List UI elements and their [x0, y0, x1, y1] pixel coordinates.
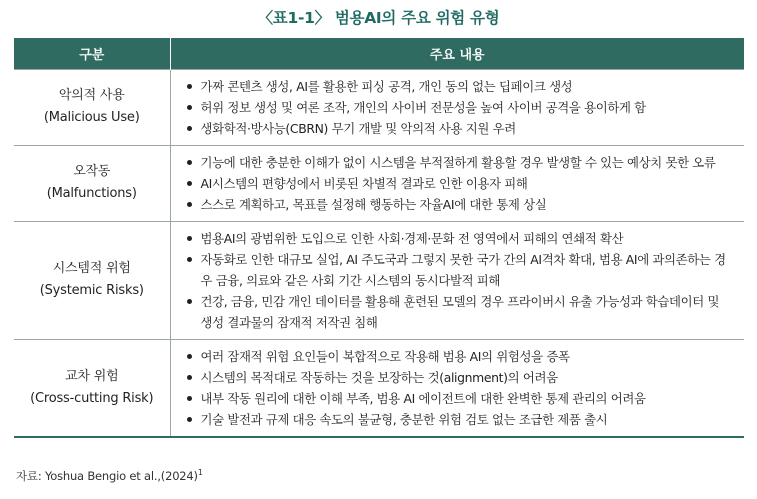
bullet-list [183, 228, 735, 333]
list-item: 범용AI의 광범위한 도입으로 인한 사회·경제·문화 전 영역에서 피해의 연쇄적 확산 [183, 228, 735, 249]
content-cell [170, 145, 744, 221]
category-cell [14, 221, 170, 339]
category-english: (Systemic Risks) [39, 283, 144, 298]
list-item: 가짜 콘텐츠 생성, AI를 활용한 피싱 공격, 개인 동의 없는 딥페이크 생성 [183, 76, 735, 97]
category-cell [14, 145, 170, 221]
content-cell [170, 221, 744, 339]
category-cell [14, 339, 170, 437]
list-item: 기술 발전과 규제 대응 속도의 불균형, 충분한 위험 검토 없는 조급한 제품 출시 [183, 409, 735, 430]
list-item: 건강, 금융, 민감 개인 데이터를 활용해 훈련된 모델의 경우 프라이버시 유출 가능성과 학습데이터 및 생성 결과물의 잠재적 저작권 침해 [183, 291, 735, 333]
table-header-row [14, 38, 744, 69]
list-item: 시스템의 목적대로 작동하는 것을 보장하는 것(alignment)의 어려움 [183, 367, 735, 388]
category-english: (Malfunctions) [46, 186, 137, 201]
content-cell [170, 339, 744, 437]
list-item: 스스로 계획하고, 목표를 설정해 행동하는 자율AI에 대한 통제 상실 [183, 194, 735, 215]
list-item: 생화학적·방사능(CBRN) 무기 개발 및 악의적 사용 지원 우려 [183, 118, 735, 139]
source-text: 자료: Yoshua Bengio et al.,(2024) [16, 469, 198, 483]
list-item: 허위 정보 생성 및 여론 조작, 개인의 사이버 전문성을 높여 사이버 공격을 용이하게 함 [183, 97, 735, 118]
footnote-mark: 1 [197, 468, 203, 478]
header-category: 구분 [14, 38, 170, 69]
risk-types-table [14, 38, 744, 438]
table-row [14, 221, 744, 339]
bullet-list [183, 346, 735, 430]
bullet-list [183, 76, 735, 139]
table-row [14, 69, 744, 145]
category-korean: 시스템적 위험 [52, 261, 131, 276]
category-cell [14, 69, 170, 145]
source-note [16, 468, 203, 484]
list-item: 내부 작동 원리에 대한 이해 부족, 범용 AI 에이전트에 대한 완벽한 통제 관리의 어려움 [183, 388, 735, 409]
bullet-list [183, 152, 735, 215]
list-item: 여러 잠재적 위험 요인들이 복합적으로 작용해 범용 AI의 위험성을 증폭 [183, 346, 735, 367]
table-row [14, 339, 744, 437]
content-cell [170, 69, 744, 145]
category-korean: 교차 위험 [65, 368, 119, 384]
category-korean: 악의적 사용 [58, 88, 125, 103]
list-item: 기능에 대한 충분한 이해가 없이 시스템을 부적절하게 활용할 경우 발생할 수 있는 예상치 못한 오류 [183, 152, 735, 173]
list-item: 자동화로 인한 대규모 실업, AI 주도국과 그렇지 못한 국가 간의 AI격차 확대, 범용 AI에 과의존하는 경우 금융, 의료와 같은 사회 기간 시스템의 동시다발적 피해 [183, 249, 735, 291]
table-row [14, 145, 744, 221]
category-english: (Cross-cutting Risk) [30, 390, 154, 406]
category-korean: 오작동 [73, 164, 111, 179]
header-content: 주요 내용 [170, 38, 744, 69]
list-item: AI시스템의 편향성에서 비롯된 차별적 결과로 인한 이용자 피해 [183, 173, 735, 194]
table-title: 〈표1-1〉 범용AI의 주요 위험 유형 [257, 9, 500, 27]
category-english: (Malicious Use) [43, 110, 140, 125]
